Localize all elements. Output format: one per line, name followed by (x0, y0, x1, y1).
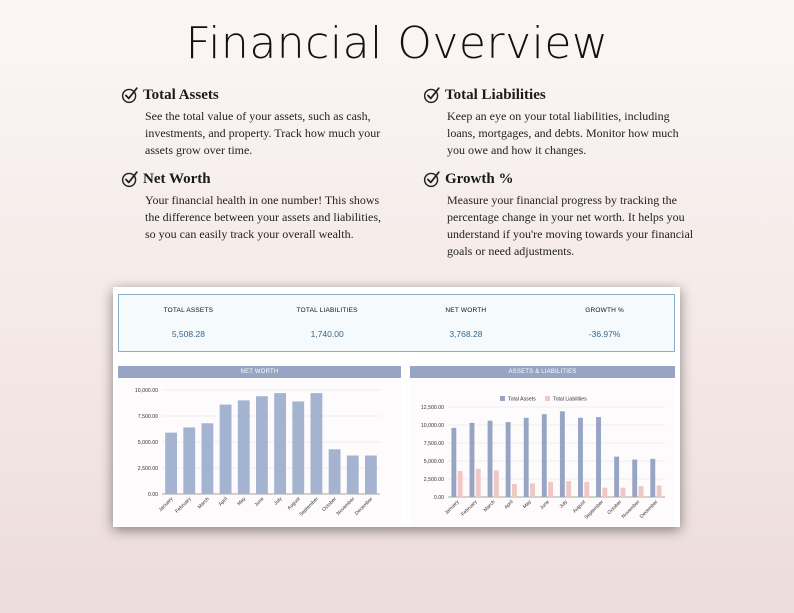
x-tick-label: January (157, 496, 175, 513)
bar (524, 418, 529, 497)
x-tick-label: July (272, 496, 284, 507)
x-tick-label: April (503, 499, 515, 511)
net-worth-chart-svg (118, 380, 401, 525)
assets-liabilities-chart (410, 380, 675, 525)
legend-label: Total Assets (508, 396, 536, 403)
bar (220, 405, 232, 494)
bar (566, 481, 571, 497)
x-tick-label: October (606, 499, 624, 516)
x-tick-label: December (638, 499, 660, 520)
x-tick-label: May (236, 496, 248, 508)
kpi-value: -36.97% (588, 329, 621, 339)
bar (274, 393, 286, 494)
check-circle-icon (423, 170, 441, 188)
bar (596, 417, 601, 497)
bar (639, 486, 644, 497)
x-tick-label: April (217, 496, 229, 508)
bar (451, 428, 456, 497)
bar (256, 396, 268, 494)
kpi-total-liabilities (258, 295, 397, 351)
bar (347, 456, 359, 494)
x-tick-label: September (583, 499, 606, 521)
bar (476, 469, 481, 497)
bar (602, 488, 607, 497)
dashboard-preview (113, 287, 680, 527)
y-tick-label: 0.00 (147, 492, 158, 498)
legend-label: Total Liabilities (553, 396, 587, 403)
bar (202, 423, 214, 494)
check-circle-icon (121, 86, 139, 104)
feature-total-assets (121, 86, 391, 159)
y-tick-label: 2,500.00 (137, 466, 158, 472)
kpi-label: TOTAL LIABILITIES (296, 307, 358, 314)
x-tick-label: June (253, 496, 266, 509)
x-tick-label: November (335, 496, 357, 517)
bar (578, 418, 583, 497)
x-tick-label: August (571, 499, 588, 515)
kpi-value: 3,768.28 (449, 329, 483, 339)
bar (494, 470, 499, 497)
net-worth-chart (118, 380, 401, 525)
bar (458, 471, 463, 497)
bar (614, 457, 619, 497)
y-tick-label: 5,000.00 (137, 440, 158, 446)
check-circle-icon (423, 86, 441, 104)
bar (470, 423, 475, 497)
x-tick-label: October (321, 496, 338, 513)
x-tick-label: February (460, 499, 479, 518)
bar (292, 401, 304, 494)
x-tick-label: November (620, 499, 642, 520)
y-tick-label: 2,500.00 (423, 477, 444, 483)
bar (650, 459, 655, 497)
bar (488, 421, 493, 497)
kpi-value: 1,740.00 (310, 329, 344, 339)
assets-liabilities-chart-svg (410, 380, 675, 525)
x-tick-label: September (298, 496, 320, 518)
bar (542, 414, 547, 497)
bar (657, 485, 662, 497)
bar (311, 393, 323, 494)
y-tick-label: 12,500.00 (420, 405, 444, 411)
x-tick-label: May (521, 499, 533, 511)
check-circle-icon (121, 170, 139, 188)
assets-liabilities-chart-header: ASSETS & LIABILITIES (410, 366, 675, 378)
feature-title: Total Liabilities (445, 86, 546, 103)
feature-title: Total Assets (143, 86, 219, 103)
bar (165, 433, 177, 494)
x-tick-label: December (353, 496, 375, 517)
bar (238, 400, 250, 494)
bar (621, 488, 626, 497)
x-tick-label: March (196, 496, 211, 511)
feature-title: Net Worth (143, 170, 211, 187)
legend-swatch (500, 396, 505, 401)
page-title: Financial Overview (185, 18, 609, 69)
x-tick-label: August (286, 496, 302, 512)
net-worth-chart-header: NET WORTH (118, 366, 401, 378)
x-tick-label: February (174, 496, 193, 515)
feature-description: Your financial health in one number! This shows the difference between your assets and liabilities, so you can easily track your overall wealth. (145, 193, 382, 241)
feature-description: Measure your financial progress by tracking the percentage change in your net worth. It helps you understand if you're moving towards your financial goals or need adjustments. (447, 193, 694, 258)
bar (329, 449, 341, 494)
x-tick-label: March (482, 499, 497, 514)
x-tick-label: January (443, 499, 461, 516)
feature-description: Keep an eye on your total liabilities, including loans, mortgages, and debts. Monitor how much you owe and how it changes. (447, 109, 679, 157)
feature-net-worth (121, 170, 391, 243)
feature-total-liabilities (423, 86, 693, 159)
bar (506, 422, 511, 497)
kpi-net-worth (397, 295, 536, 351)
summary-bar (118, 294, 675, 352)
bar (584, 482, 589, 497)
y-tick-label: 0.00 (433, 495, 444, 501)
bar (530, 483, 535, 497)
feature-description: See the total value of your assets, such as cash, investments, and property. Track how much your assets grow over time. (145, 109, 381, 157)
kpi-total-assets (119, 295, 258, 351)
x-tick-label: June (538, 499, 551, 512)
bar (365, 456, 377, 494)
kpi-label: GROWTH % (585, 307, 625, 314)
y-tick-label: 10,000.00 (420, 423, 444, 429)
kpi-label: TOTAL ASSETS (163, 307, 214, 314)
kpi-value: 5,508.28 (171, 329, 205, 339)
legend-swatch (545, 396, 550, 401)
y-tick-label: 10,000.00 (134, 388, 158, 394)
bar (183, 427, 195, 494)
y-tick-label: 5,000.00 (423, 459, 444, 465)
bar (548, 482, 553, 497)
bar (632, 460, 637, 497)
feature-growth (423, 170, 703, 260)
x-tick-label: July (558, 499, 569, 510)
y-tick-label: 7,500.00 (137, 414, 158, 420)
kpi-growth (535, 295, 674, 351)
feature-title: Growth % (445, 170, 514, 187)
kpi-label: NET WORTH (445, 307, 487, 314)
y-tick-label: 7,500.00 (423, 441, 444, 447)
bar (560, 411, 565, 497)
bar (512, 484, 517, 497)
